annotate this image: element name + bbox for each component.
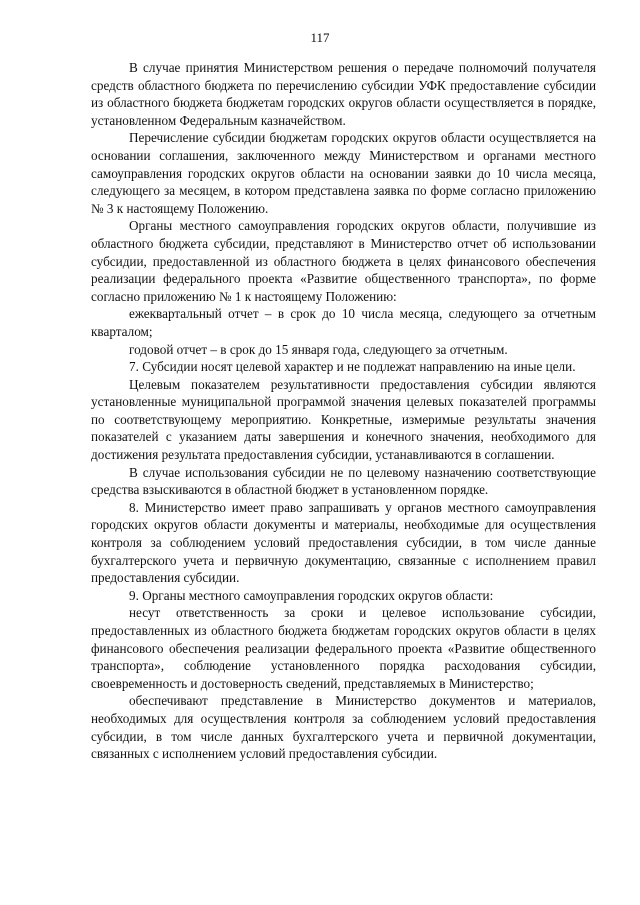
paragraph-provide-documents: обеспечивают представление в Министерство документов и материалов, необходимых для осуществления контроля за соблюдением условий предоставления субсидии, в том числе данных бухгалтерского учета и первичной документации, связанных с исполнением условий предоставления субсидии. bbox=[91, 693, 596, 762]
paragraph-quarterly-report: ежеквартальный отчет – в срок до 10 числа месяца, следующего за отчетным кварталом; bbox=[91, 306, 596, 339]
page-number: 117 bbox=[310, 30, 330, 45]
paragraph-ufk-transfer: В случае принятия Министерством решения о передаче полномочий получателя средств областного бюджета по перечислению субсидии УФК предоставление субсидии из областного бюджета бюджетам городских округов области осуществляется в порядке, установленном Федеральным казначейством. bbox=[91, 60, 596, 128]
paragraph-clause-8: 8. Министерство имеет право запрашивать у органов местного самоуправления городских округов области документы и материалы, необходимые для осуществления контроля за соблюдением условий предоставления субсидии, в том числе данные бухгалтерского учета и первичную документацию, связанные с исполнением правил предоставления субсидии. bbox=[91, 499, 596, 586]
paragraph-misuse: В случае использования субсидии не по целевому назначению соответствующие средства взыскиваются в областной бюджет в установленном порядке. bbox=[91, 464, 596, 498]
paragraph-target-indicator: Целевым показателем результативности предоставления субсидии являются установленные муниципальной программой значения целевых показателей программы по соответствующему мероприятию. Конкретные, измеримые результаты значения показателей с указанием даты завершения и конечного значения, необходимого для достижения результата предоставления субсидии, устанавливаются в соглашении. bbox=[91, 376, 596, 463]
document-body bbox=[91, 59, 596, 763]
paragraph-clause-7: 7. Субсидии носят целевой характер и не подлежат направлению на иные цели. bbox=[129, 359, 576, 375]
paragraph-annual-report: годовой отчет – в срок до 15 января года, следующего за отчетным. bbox=[129, 341, 508, 357]
paragraph-clause-9: 9. Органы местного самоуправления городских округов области: bbox=[129, 587, 494, 603]
paragraph-responsibility: несут ответственность за сроки и целевое использование субсидии, предоставленных из областного бюджета бюджетам городских округов области в целях финансового обеспечения реализации федерального проекта «Развитие общественного транспорта», соблюдение установленного порядка расходования субсидии, своевременность и достоверность сведений, представляемых в Министерство; bbox=[91, 605, 596, 691]
paragraph-transfer-basis: Перечисление субсидии бюджетам городских округов области осуществляется на основании соглашения, заключенного между Министерством и органами местного самоуправления городских округов области на основании заявки до 10 числа месяца, следующего за месяцем, в котором представлена заявка по форме согласно приложению № 3 к настоящему Положению. bbox=[91, 130, 596, 216]
paragraph-reporting: Органы местного самоуправления городских округов области, получившие из областного бюджета субсидии, представляют в Министерство отчет об использовании субсидии, предоставленной из областного бюджета в целях финансового обеспечения реализации федерального проекта «Развитие общественного транспорта», по форме согласно приложению № 1 к настоящему Положению: bbox=[91, 218, 596, 304]
